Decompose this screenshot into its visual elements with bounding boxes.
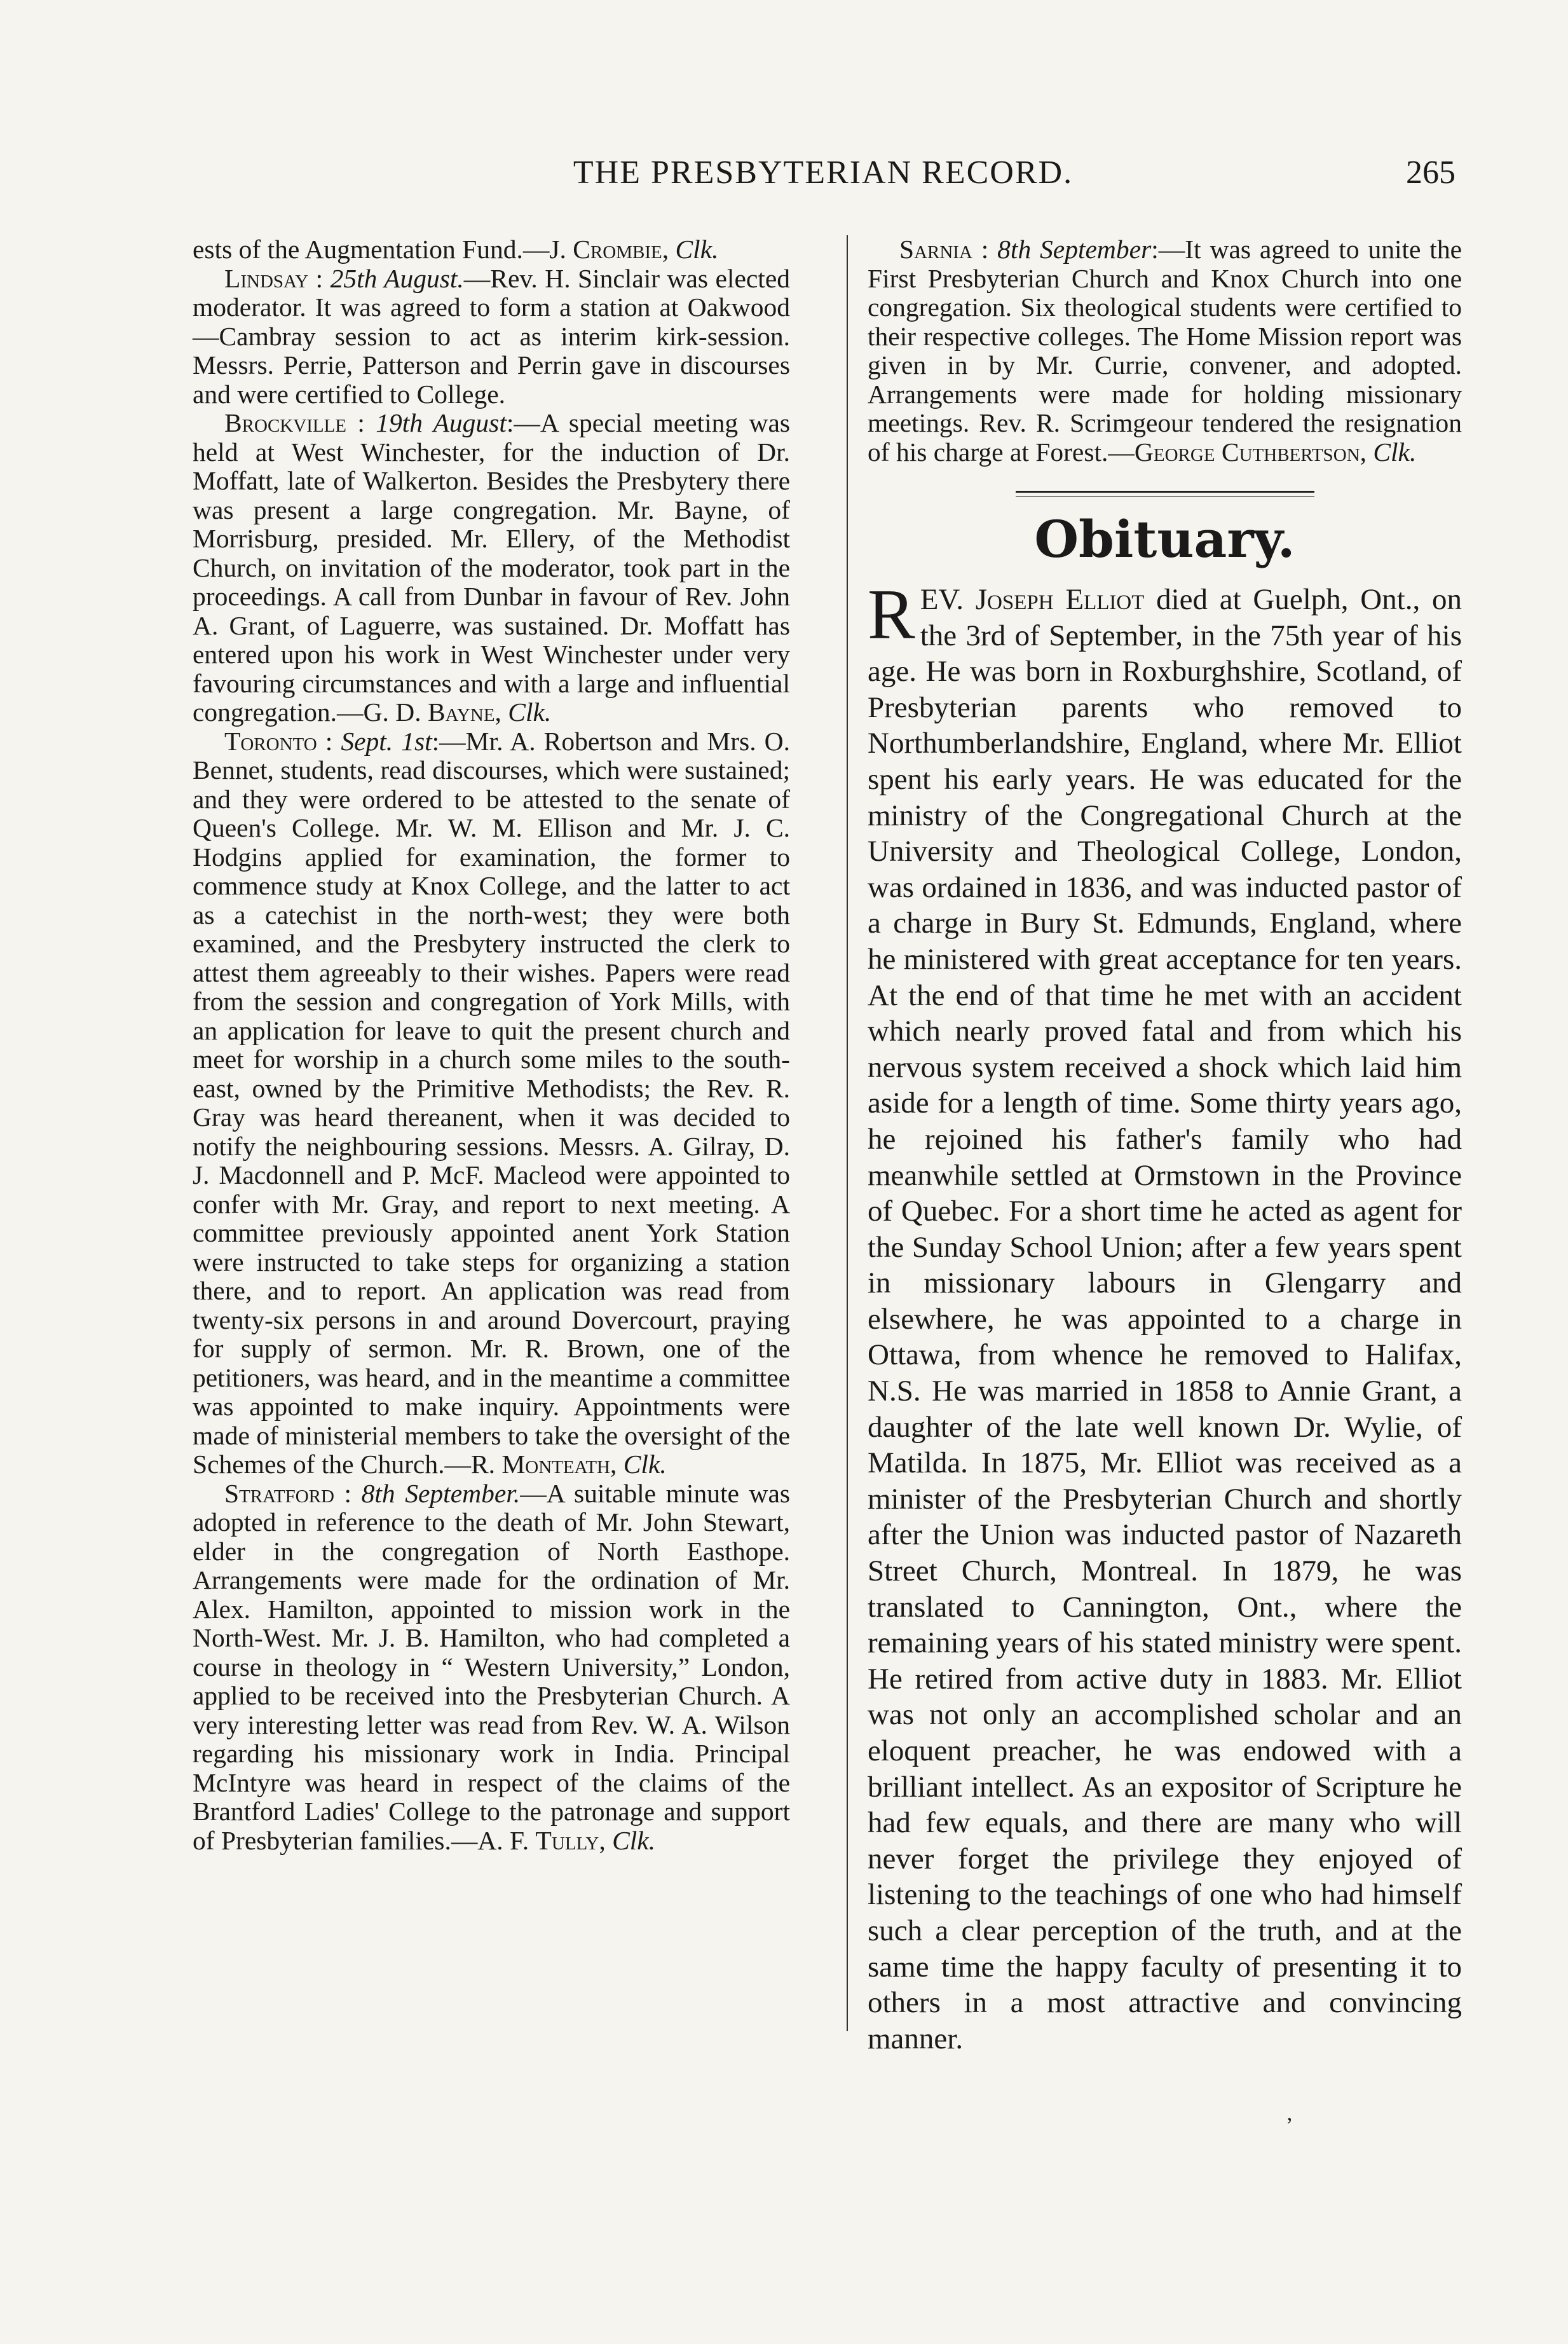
report-body: —Rev. H. Sinclair was elected moderator. It was agreed to form a station at Oakwood—Cambray session to act as interim kirk-session. Messrs. Perrie, Patterson and Perrin gave in discourses and were certified to College. [193, 263, 791, 409]
section-divider [1016, 491, 1314, 497]
report-body: —A suitable minute was adopted in reference to the death of Mr. John Stewart, elder in the congregation of North Easthope. Arrangements were made for the ordination of Mr. Alex. Hamilton, appointed to mission work in the North-West. Mr. J. B. Hamilton, who had completed a course in theology in “ Western University,” London, applied to be received into the Presbyterian Church. A very interesting letter was read from Rev. W. A. Wilson regarding his missionary work in India. Principal McIntyre was heard in respect of the claims of the Brantford Ladies' College to the patronage and support of Presbyterian families.—A. F. [193, 1478, 791, 1855]
left-column [193, 235, 790, 1855]
obituary-text: REV. Joseph Elliot died at Guelph, Ont., on the 3rd of September, in the 75th year of his age. He was born in Roxburghshire, Scotland, of Presbyterian parents who removed to Northumberlandshire, England, where Mr. Elliot spent his early years. He was educated for the ministry of the Congregational Church at the University and Theological College, London, was ordained in 1836, and was inducted pastor of a charge in Bury St. Edmunds, England, where he ministered with great acceptance for ten years. At the end of that time he met with an accident which nearly proved fatal and from which his nervous system received a shock which laid him aside for a length of time. Some thirty years ago, he rejoined his father's family who had meanwhile settled at Ormstown in the Province of Quebec. For a short time he acted as agent for the Sunday School Union; after a few years spent in missionary labours in Glengarry and elsewhere, he was appointed to a charge in Ottawa, from whence he removed to Halifax, N.S. He was married in 1858 to Annie Grant, a daughter of the late well known Dr. Wylie, of Matilda. In 1875, Mr. Elliot was received as a minister of the Presbyterian Church and shortly after the Union was inducted pastor of Nazareth Street Church, Montreal. In 1879, he was translated to Cannington, Ont., where the remaining years of his stated ministry were spent. He retired from active duty in 1883. Mr. Elliot was not only an accomplished scholar and an eloquent preacher, he was endowed with a brilliant intellect. As an expositor of Scripture he had few equals, and there are many who will never forget the privilege they enjoyed of listening to the teachings of one who had himself such a clear perception of the truth, and at the same time the happy faculty of presenting it to others in a most attractive and convincing manner. [868, 575, 1462, 2055]
place-name: Sarnia [899, 235, 972, 264]
report-body: :—Mr. A. Robertson and Mrs. O. Bennet, students, read discourses, which were sustained; and they were ordered to be attested to the senate of Queen's College. Mr. W. M. Ellison and Mr. J. C. Hodgins applied for examination, the former to commence study at Knox College, and the latter to act as a catechist in the north-west; they were both examined, and the Presbytery instructed the clerk to attest them agreeably to their wishes. Papers were read from the session and congregation of York Mills, with an application for leave to quit the present church and meet for worship in a church some miles to the south-east, owned by the Primitive Methodists; the Rev. R. Gray was heard thereanent, when it was decided to notify the neighbouring sessions. Messrs. A. Gilray, D. J. Macdonnell and P. McF. Macleod were appointed to confer with Mr. Gray, and report to next meeting. A committee previously appointed anent York Station were instructed to take steps for organizing a station there, and to report. An application was read from twenty-six persons in and around Dovercourt, praying for supply of sermon. Mr. R. Brown, one of the petitioners, was heard, and in the meantime a committee was appointed to make inquiry. Appointments were made of ministerial members to take the oversight of the Schemes of the Church.—R. [193, 726, 790, 1479]
end-mark: ʼ [1286, 2114, 1293, 2137]
clerk-abbrev: Clk. [623, 1450, 667, 1479]
report-body: :—It was agreed to unite the First Presbyterian Church and Knox Church into one congregation. Six theological students were certified to their respective colleges. The Home Mission report was given in by Mr. Currie, convener, and adopted. Arrangements were made for holding missionary meetings. Rev. R. Scrimgeour tendered the resignation of his charge at Forest.— [868, 235, 1462, 467]
place-name: Toronto [224, 726, 317, 756]
right-column [868, 235, 1462, 2057]
place-name: Stratford [224, 1478, 334, 1508]
clerk-abbrev: Clk. [612, 1825, 656, 1855]
deceased-name: Joseph Elliot [975, 583, 1145, 616]
page-number: 265 [1406, 154, 1456, 191]
signature: Monteath [501, 1450, 610, 1479]
report-body: :—A special meeting was held at West Winchester, for the induction of Dr. Moffatt, late of Walkerton. Besides the Presbytery there was present a large congregation. Mr. Bayne, of Morrisburg, presided. Mr. Ellery, of the Methodist Church, on invitation of the moderator, took part in the proceedings. A call from Dunbar in favour of Rev. John A. Grant, of Laguerre, was sustained. Dr. Moffatt has entered upon his work in West Winchester under very favouring circumstances and with a large and influential congregation.—G. D. [193, 408, 791, 727]
report-toronto: Toronto : Sept. 1st:—Mr. A. Robertson and Mrs. O. Bennet, students, read discourses, which were sustained; and they were ordered to be attested to the senate of Queen's College. Mr. W. M. Ellison and Mr. J. C. Hodgins applied for examination, the former to commence study at Knox College, and the latter to act as a catechist in the north-west; they were both examined, and the Presbytery instructed the clerk to attest them agreeably to their wishes. Papers were read from the session and congregation of York Mills, with an application for leave to quit the present church and meet for worship in a church some miles to the south-east, owned by the Primitive Methodists; the Rev. R. Gray was heard thereanent, when it was decided to notify the neighbouring sessions. Messrs. A. Gilray, D. J. Macdonnell and P. McF. Macleod were appointed to confer with Mr. Gray, and report to next meeting. A committee previously appointed anent York Station were instructed to take steps for organizing a station there, and to report. An application was read from twenty-six persons in and around Dovercourt, praying for supply of sermon. Mr. R. Brown, one of the petitioners, was heard, and in the meantime a committee was appointed to make inquiry. Appointments were made of ministerial members to take the oversight of the Schemes of the Church.—R. Monteath, Clk. [193, 726, 790, 1479]
paragraph-augmentation-fund: ests of the Augmentation Fund.—J. Crombie, Clk. [193, 235, 719, 264]
signature: Tully [535, 1825, 599, 1855]
clerk-abbrev: Clk. [675, 235, 719, 264]
signature: George Cuthbertson [1134, 437, 1360, 467]
clerk-abbrev: Clk. [1373, 437, 1417, 467]
report-date: 25th August. [330, 263, 464, 293]
clerk-abbrev: Clk. [508, 697, 552, 727]
running-title: THE PRESBYTERIAN RECORD. [573, 154, 1074, 191]
report-sarnia: Sarnia : 8th September:—It was agreed to unite the First Presbyterian Church and Knox Church into one congregation. Six theological students were certified to their respective colleges. The Home Mission report was given in by Mr. Currie, convener, and adopted. Arrangements were made for holding missionary meetings. Rev. R. Scrimgeour tendered the resignation of his charge at Forest.—George Cuthbertson, Clk. [868, 235, 1462, 467]
report-date: 19th August [376, 408, 507, 437]
place-name: Brockville [224, 408, 346, 437]
signature: Bayne [427, 697, 495, 727]
obituary-body: died at Guelph, Ont., on the 3rd of September, in the 75th year of his age. He was born in Roxburghshire, Scotland, of Presbyterian parents who removed to Northumberlandshire, England, where Mr. Elliot spent his early years. He was educated for the ministry of the Congregational Church at the University and Theological College, London, was ordained in 1836, and was inducted pastor of a charge in Bury St. Edmunds, England, where he ministered with great acceptance for ten years. At the end of that time he met with an accident which nearly proved fatal and from which his nervous system received a shock which laid him aside for a length of time. Some thirty years ago, he rejoined his father's family who had meanwhile settled at Ormstown in the Province of Quebec. For a short time he acted as agent for the Sunday School Union; after a few years spent in missionary labours in Glengarry and elsewhere, he was appointed to a charge in Ottawa, from whence he removed to Halifax, N.S. He was married in 1858 to Annie Grant, a daughter of the late well known Dr. Wylie, of Matilda. In 1875, Mr. Elliot was received as a minister of the Presbyterian Church and shortly after the Union was inducted pastor of Nazareth Street Church, Montreal. In 1879, he was translated to Cannington, Ont., where the remaining years of his stated ministry were spent. He retired from active duty in 1883. Mr. Elliot was not only an accomplished scholar and an eloquent preacher, he was endowed with a brilliant intellect. As an expositor of Scripture he had few equals, and there are many who will never forget the privilege they enjoyed of listening to the teachings of one who had himself such a clear perception of the truth, and at the same time the happy faculty of presenting it to others in a most attractive and convincing manner. [868, 583, 1462, 2055]
page-header [191, 154, 1456, 205]
obituary-heading: Obituary. [1034, 509, 1295, 569]
report-brockville: Brockville : 19th August:—A special meeting was held at West Winchester, for the induction of Dr. Moffatt, late of Walkerton. Besides the Presbytery there was present a large congregation. Mr. Bayne, of Morrisburg, presided. Mr. Ellery, of the Methodist Church, on invitation of the moderator, took part in the proceedings. A call from Dunbar in favour of Rev. John A. Grant, of Laguerre, was sustained. Dr. Moffatt has entered upon his work in West Winchester under very favouring circumstances and with a large and influential congregation.—G. D. Bayne, Clk. [193, 408, 791, 727]
report-date: Sept. 1st [341, 726, 432, 756]
report-stratford: Stratford : 8th September.—A suitable minute was adopted in reference to the death of Mr. John Stewart, elder in the congregation of North Easthope. Arrangements were made for the ordination of Mr. Alex. Hamilton, appointed to mission work in the North-West. Mr. J. B. Hamilton, who had completed a course in theology in “ Western University,” London, applied to be received into the Presbyterian Church. A very interesting letter was read from Rev. W. A. Wilson regarding his missionary work in India. Principal McIntyre was heard in respect of the claims of the Brantford Ladies' College to the patronage and support of Presbyterian families.—A. F. Tully, Clk. [193, 1478, 791, 1855]
report-date: 8th September [997, 235, 1152, 264]
place-name: Lindsay [224, 263, 309, 293]
signature: Crombie [573, 235, 662, 264]
report-date: 8th September. [361, 1478, 521, 1508]
report-lindsay: Lindsay : 25th August.—Rev. H. Sinclair was elected moderator. It was agreed to form a station at Oakwood—Cambray session to act as interim kirk-session. Messrs. Perrie, Patterson and Perrin gave in discourses and were certified to College. [193, 263, 791, 409]
drop-cap: R [868, 575, 915, 654]
column-divider [847, 235, 848, 2031]
